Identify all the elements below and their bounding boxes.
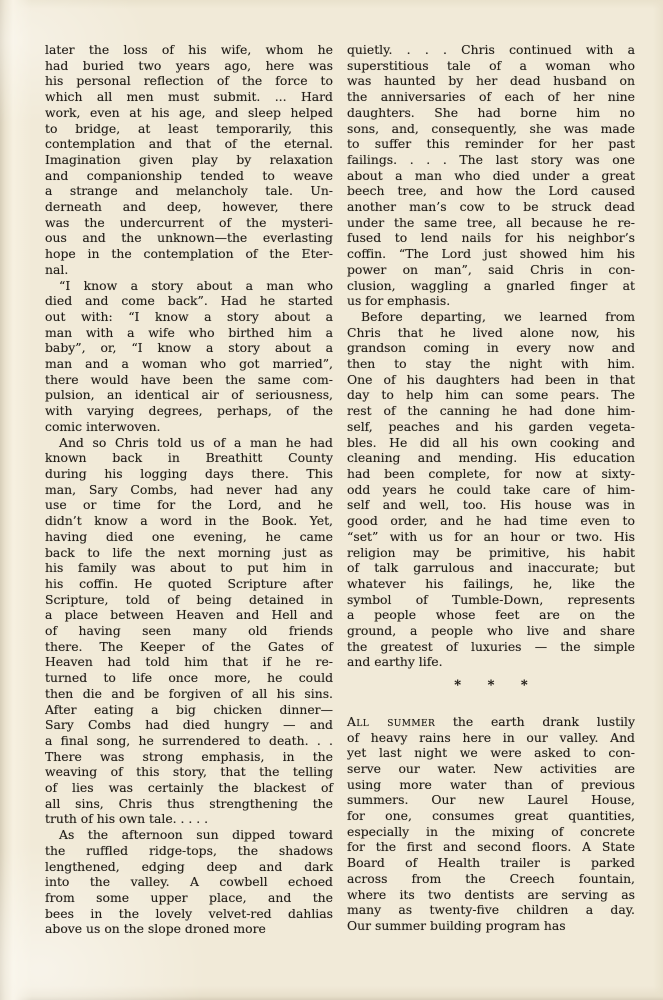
text-line: beech tree, and how the Lord caused [347, 183, 635, 199]
text-line: during his logging days there. This [45, 465, 333, 481]
section-separator: * * * [454, 678, 539, 694]
text-line: of heavy rains here in our valley. And [347, 729, 635, 745]
text-line: was the undercurrent of the mysteri- [45, 214, 333, 230]
text-line: whatever his failings, he, like the [347, 575, 635, 591]
text-line: weaving of this story, that the telling [45, 764, 333, 780]
text-line: man with a wife who birthed him a [45, 324, 333, 340]
text-line: clusion, waggling a gnarled finger at [347, 277, 635, 293]
text-line: daughters. She had borne him no [347, 104, 635, 120]
text-line: superstitious tale of a woman who [347, 57, 635, 73]
text-line: grandson coming in every now and [347, 340, 635, 356]
text-line: known back in Breathitt County [45, 450, 333, 466]
text-line: a people whose feet are on the [347, 607, 635, 623]
text-line: the greatest of luxuries — the simple [347, 638, 635, 654]
text-line: self and well, too. His house was in [347, 497, 635, 513]
text-line: bees in the lovely velvet-red dahlias [45, 905, 333, 921]
text-line: many as twenty-five children a day. [347, 902, 635, 918]
text-line: using more water than of previous [347, 776, 635, 792]
text-line: then die and be forgiven of all his sins. [45, 685, 333, 701]
text-line: One of his daughters had been in that [347, 371, 635, 387]
text-line: Before departing, we learned from [361, 308, 635, 324]
text-line: into the valley. A cowbell echoed [45, 874, 333, 890]
text-line: Chris that he lived alone now, his [347, 324, 635, 340]
text-line: man and a woman who got married”, [45, 356, 333, 372]
text-line: “I know a story about a man who [59, 277, 333, 293]
text-line: summers. Our new Laurel House, [347, 792, 635, 808]
text-line: turned to life once more, he could [45, 670, 333, 686]
text-line: and companionship tended to weave [45, 167, 333, 183]
text-line: pulsion, an identical air of seriousness, [45, 387, 333, 403]
text-line: symbol of Tumble-Down, represents [347, 591, 635, 607]
text-line: having died one evening, he came [45, 528, 333, 544]
text-line: As the afternoon sun dipped toward [59, 827, 333, 843]
text-line: All summer the earth drank lustily [347, 713, 635, 729]
text-line: ous and the unknown—the everlasting [45, 230, 333, 246]
text-line: There was strong emphasis, in the [45, 748, 333, 764]
text-line: lengthened, edging deep and dark [45, 858, 333, 874]
text-line: hope in the contemplation of the Eter- [45, 246, 333, 262]
text-line: of having seen many old friends [45, 623, 333, 639]
text-line: the ruffled ridge-tops, the shadows [45, 842, 333, 858]
text-line: to suffer this reminder for her past [347, 136, 635, 152]
text-line: his family was about to put him in [45, 560, 333, 576]
text-line: derneath and deep, however, there [45, 199, 333, 215]
text-line: of talk garrulous and inaccurate; but [347, 560, 635, 576]
text-line: man, Sary Combs, had never had any [45, 481, 333, 497]
text-line: above us on the slope droned more [45, 921, 266, 937]
text-line: for the first and second floors. A State [347, 839, 635, 855]
text-line: with varying degrees, perhaps, of the [45, 403, 333, 419]
text-line: After eating a big chicken dinner— [45, 701, 333, 717]
text-line: across from the Creech fountain, [347, 870, 635, 886]
text-line: yet last night we were asked to con- [347, 745, 635, 761]
text-line: a place between Heaven and Hell and [45, 607, 333, 623]
text-line: out with: “I know a story about a [45, 308, 333, 324]
text-line: to bridge, at least temporarily, this [45, 120, 333, 136]
text-line: Imagination given play by relaxation [45, 151, 333, 167]
text-line: work, even at his age, and sleep helped [45, 104, 333, 120]
text-line: Heaven had told him that if he re- [45, 654, 333, 670]
text-line: religion may be primitive, his habit [347, 544, 635, 560]
text-line: quietly. . . . Chris continued with a [347, 42, 635, 57]
text-line: failings. . . . The last story was one [347, 151, 635, 167]
text-line: odd years he could take care of him- [347, 481, 635, 497]
text-line: serve our water. New activities are [347, 760, 635, 776]
text-line: all sins, Chris thus strengthening the [45, 795, 333, 811]
text-line: self, peaches and his garden vegeta- [347, 418, 635, 434]
text-line: And so Chris told us of a man he had [59, 434, 333, 450]
text-line: “set” with us for an hour or two. His [347, 528, 635, 544]
text-line: Sary Combs had died hungry — and [45, 717, 333, 733]
text-line: the anniversaries of each of her nine [347, 89, 635, 105]
text-line: there. The Keeper of the Gates of [45, 638, 333, 654]
text-line: about a man who died under a great [347, 167, 635, 183]
text-line: his coffin. He quoted Scripture after [45, 575, 333, 591]
text-line: where its two dentists are serving as [347, 886, 635, 902]
text-line: comic interwoven. [45, 418, 161, 434]
text-line: a final song, he surrendered to death. . . [45, 732, 333, 748]
left-column [45, 42, 333, 937]
text-line: nal. [45, 261, 69, 277]
text-line: under the same tree, all because he re- [347, 214, 635, 230]
text-line: cleaning and mending. His education [347, 450, 635, 466]
text-line: there would have been the same com- [45, 371, 333, 387]
text-line: Board of Health trailer is parked [347, 855, 635, 871]
text-line: back to life the next morning just as [45, 544, 333, 560]
text-line: sons, and, consequently, she was made [347, 120, 635, 136]
text-line: use or time for the Lord, and he [45, 497, 333, 513]
text-line: Our summer building program has [347, 917, 566, 933]
text-line: especially in the mixing of concrete [347, 823, 635, 839]
text-line: then to stay the night with him. [347, 356, 635, 372]
text-line: another man’s cow to be struck dead [347, 199, 635, 215]
text-line: coffin. “The Lord just showed him his [347, 246, 635, 262]
text-line: power on man”, said Chris in con- [347, 261, 635, 277]
text-line: died and come back”. Had he started [45, 293, 333, 309]
text-line: contemplation and that of the eternal. [45, 136, 333, 152]
text-line: which all men must submit. ... Hard [45, 89, 333, 105]
text-line: a strange and melancholy tale. Un- [45, 183, 333, 199]
text-line: had buried two years ago, here was [45, 57, 333, 73]
text-line: and earthy life. [347, 654, 443, 670]
text-line: didn’t know a word in the Book. Yet, [45, 513, 333, 529]
text-line: Scripture, told of being detained in [45, 591, 333, 607]
text-line: us for emphasis. [347, 293, 451, 309]
text-line: was haunted by her dead husband on [347, 73, 635, 89]
smallcaps-lead: All summer [347, 713, 436, 729]
text-line: his personal reflection of the force to [45, 73, 333, 89]
text-line: truth of his own tale. . . . . [45, 811, 209, 827]
text-line: later the loss of his wife, whom he [45, 42, 333, 57]
text-line: good order, and he had time even to [347, 513, 635, 529]
text-line: of lies was certainly the blackest of [45, 780, 333, 796]
text-line: day to help him can some pears. The [347, 387, 635, 403]
text-line: had been complete, for now at sixty- [347, 465, 635, 481]
text-line: bles. He did all his own cooking and [347, 434, 635, 450]
text-line: fused to lend nails for his neighbor’s [347, 230, 635, 246]
text-line: for one, consumes great quantities, [347, 808, 635, 824]
text-line: from some upper place, and the [45, 889, 333, 905]
text-line: baby”, or, “I know a story about a [45, 340, 333, 356]
text-line: ground, a people who live and share [347, 623, 635, 639]
right-column [347, 42, 635, 934]
text-line: rest of the canning he had done him- [347, 403, 635, 419]
